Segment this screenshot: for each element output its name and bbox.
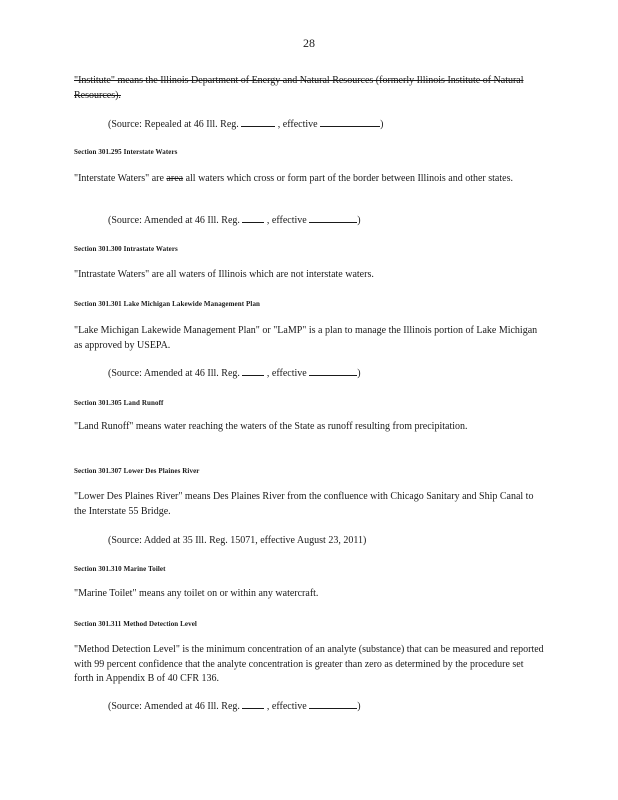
source-text: )	[357, 701, 361, 712]
source-text: )	[357, 368, 361, 379]
section-heading-301-305: Section 301.305 Land Runoff	[74, 399, 164, 407]
source-text: )	[380, 119, 384, 130]
page-number: 28	[303, 36, 315, 50]
section-heading-301-300: Section 301.300 Intrastate Waters	[74, 245, 178, 253]
source-text: (Source: Amended at 46 Ill. Reg.	[108, 701, 240, 712]
source-note-301	[108, 366, 528, 382]
source-note-repealed	[108, 117, 528, 133]
blank-line	[320, 117, 380, 127]
source-text: , effective	[266, 215, 307, 226]
blank-line	[309, 213, 357, 223]
marine-toilet-definition: "Marine Toilet" means any toilet on or within any watercraft.	[74, 588, 319, 599]
section-heading-301-311: Section 301.311 Method Detection Level	[74, 620, 197, 628]
blank-line	[241, 117, 275, 127]
source-text: )	[357, 215, 361, 226]
section-heading-301-301: Section 301.301 Lake Michigan Lakewide Management Plan	[74, 300, 261, 308]
lower-des-plaines-definition: "Lower Des Plaines River" means Des Plaines River from the confluence with Chicago Sanitary and Ship Canal to the Interstate 55 Bridge.	[74, 491, 534, 517]
source-text: , effective	[277, 119, 318, 130]
intrastate-waters-definition: "Intrastate Waters" are all waters of Illinois which are not interstate waters.	[74, 269, 374, 280]
blank-line	[242, 699, 264, 709]
source-text: , effective	[266, 701, 307, 712]
institute-definition-struck: "Institute" means the Illinois Department of Energy and Natural Resources (formerly Illinois Institute of Natural Resources).	[74, 75, 524, 101]
source-note-307: (Source: Added at 35 Ill. Reg. 15071, effective August 23, 2011)	[108, 535, 367, 546]
blank-line	[242, 366, 264, 376]
source-text: (Source: Repealed at 46 Ill. Reg.	[108, 119, 239, 130]
section-heading-301-307: Section 301.307 Lower Des Plaines River	[74, 467, 200, 475]
source-text: (Source: Amended at 46 Ill. Reg.	[108, 215, 240, 226]
source-text: (Source: Amended at 46 Ill. Reg.	[108, 368, 240, 379]
blank-line	[309, 366, 357, 376]
section-heading-301-310: Section 301.310 Marine Toilet	[74, 565, 166, 573]
definition-text: "Interstate Waters" are	[74, 173, 164, 184]
source-note-295	[108, 213, 528, 229]
interstate-waters-definition	[74, 172, 544, 187]
source-text: , effective	[266, 368, 307, 379]
source-note-311	[108, 699, 528, 715]
definition-text: all waters which cross or form part of the border between Illinois and other states.	[183, 173, 513, 184]
blank-line	[309, 699, 357, 709]
method-detection-level-definition: "Method Detection Level" is the minimum concentration of an analyte (substance) that can be measured and reported with 99 percent confidence that the analyte concentration is greater than zero as determined by the procedure set forth in Appendix B of 40 CFR 136.	[74, 644, 544, 684]
lamp-definition: "Lake Michigan Lakewide Management Plan" or "LaMP" is a plan to manage the Illinois portion of Lake Michigan as approved by USEPA.	[74, 325, 538, 351]
struck-word: area	[166, 173, 184, 184]
blank-line	[242, 213, 264, 223]
land-runoff-definition: "Land Runoff" means water reaching the waters of the State as runoff resulting from precipitation.	[74, 421, 468, 432]
section-heading-301-295: Section 301.295 Interstate Waters	[74, 148, 178, 156]
